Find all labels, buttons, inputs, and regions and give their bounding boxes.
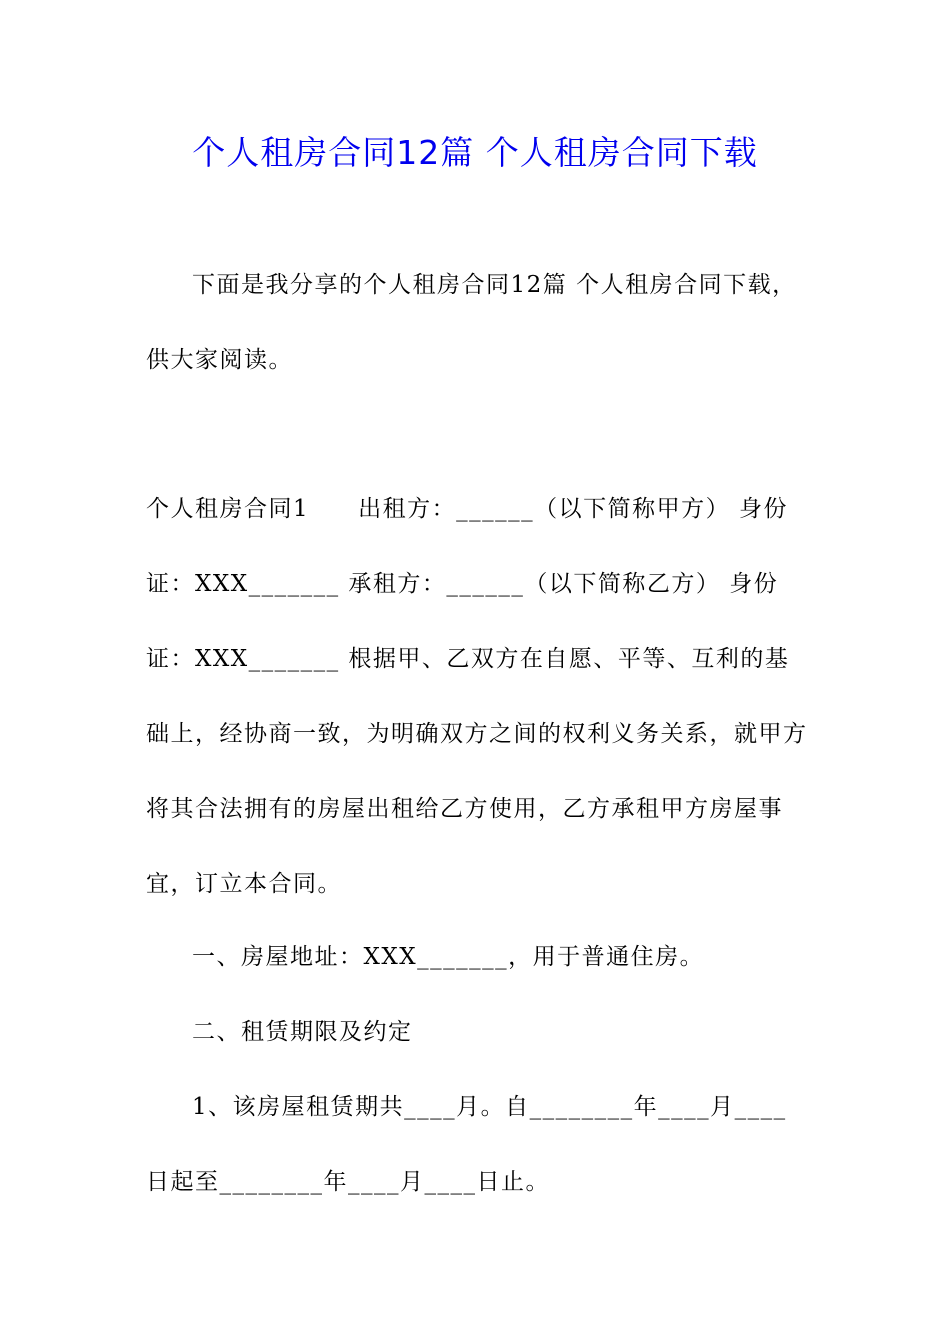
intro-paragraph: 下面是我分享的个人租房合同12篇 个人租房合同下载，供大家阅读。 <box>146 272 797 373</box>
document-title: 个人租房合同12篇 个人租房合同下载 <box>192 133 758 172</box>
contract-paragraph: 个人租房合同1 出租方：______（以下简称甲方） 身份证：XXX_______ 承租方：______（以下简称乙方） 身份证：XXX_______ 根据甲、乙双方在自愿、平等、互利的基础上，经协商一致，为明确双方之间的权利义务关系，就甲方将其合法拥有的房屋出租给乙方使用，乙方承租甲方房屋事宜，订立本合同。 <box>146 496 808 897</box>
lease-term-heading: 二、租赁期限及约定 <box>192 1019 413 1045</box>
lease-term-item: 1、该房屋租赁期共____月。自________年____月____日起至________年____月____日止。 <box>146 1094 787 1195</box>
house-address-item: 一、房屋地址：XXX_______，用于普通住房。 <box>192 944 705 970</box>
